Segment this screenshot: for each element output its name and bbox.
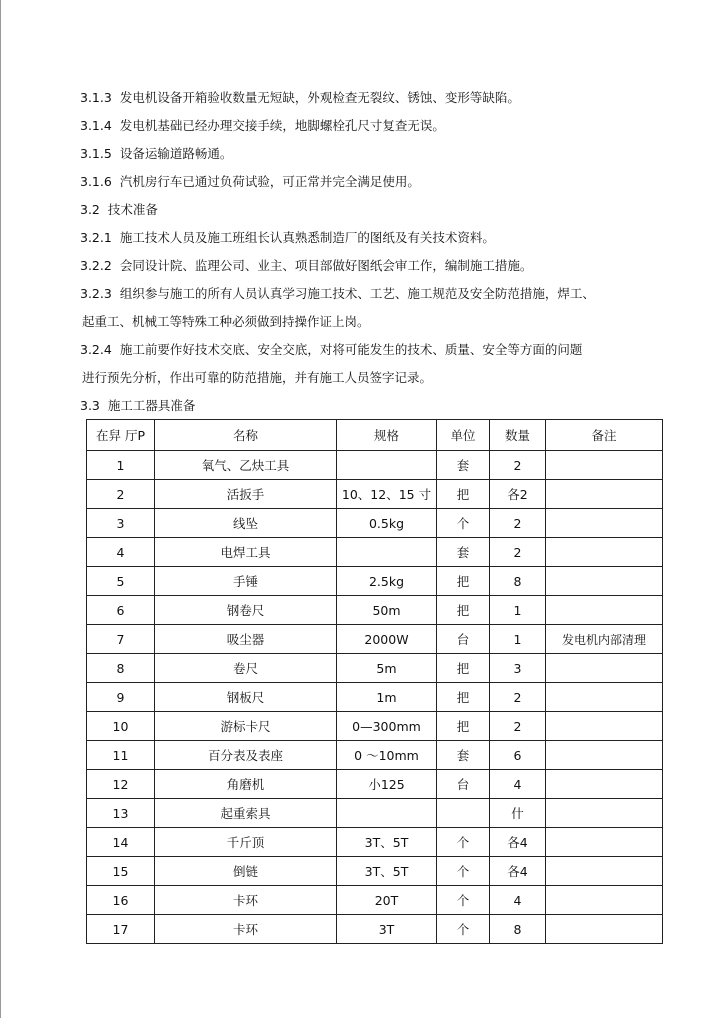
paragraph-3-2-4	[80, 342, 582, 358]
cell-name: 手锤	[155, 567, 337, 596]
cell-spec: 0.5kg	[337, 509, 437, 538]
cell-serial: 1	[87, 451, 155, 480]
cell-unit: 把	[437, 683, 490, 712]
section-number: 3.1.5	[80, 146, 112, 161]
heading-text: 施工工器具准备	[107, 398, 196, 413]
cell-unit: 套	[437, 538, 490, 567]
paragraph-3-2-3	[80, 286, 595, 302]
paragraph-3-2-4-continued	[82, 370, 432, 386]
cell-unit: 个	[437, 886, 490, 915]
paragraph-text: 进行预先分析，作出可靠的防范措施，并有施工人员签字记录。	[82, 370, 433, 385]
cell-quantity: 4	[490, 770, 546, 799]
cell-serial: 4	[87, 538, 155, 567]
table-row	[87, 654, 663, 683]
section-number: 3.1.3	[80, 90, 112, 105]
cell-spec: 2.5kg	[337, 567, 437, 596]
cell-unit: 把	[437, 654, 490, 683]
cell-name: 卷尺	[155, 654, 337, 683]
cell-quantity: 2	[490, 509, 546, 538]
cell-quantity: 什	[490, 799, 546, 828]
cell-unit: 个	[437, 915, 490, 944]
cell-remarks	[546, 915, 663, 944]
cell-name: 氧气、乙炔工具	[155, 451, 337, 480]
table-header-row	[87, 420, 663, 451]
cell-serial: 2	[87, 480, 155, 509]
table-row	[87, 886, 663, 915]
tools-table	[86, 419, 663, 944]
cell-spec: 2000W	[337, 625, 437, 654]
header-quantity: 数量	[490, 420, 546, 451]
cell-name: 游标卡尺	[155, 712, 337, 741]
cell-remarks	[546, 538, 663, 567]
cell-remarks	[546, 596, 663, 625]
cell-spec	[337, 538, 437, 567]
cell-unit: 把	[437, 712, 490, 741]
cell-remarks: 发电机内部清理	[546, 625, 663, 654]
table-row	[87, 567, 663, 596]
paragraph-3-2-1	[80, 230, 495, 246]
cell-quantity: 2	[490, 683, 546, 712]
cell-name: 卡环	[155, 915, 337, 944]
header-unit: 单位	[437, 420, 490, 451]
cell-spec	[337, 799, 437, 828]
paragraph-text: 施工技术人员及施工班组长认真熟悉制造厂的图纸及有关技术资料。	[119, 230, 495, 245]
table-row	[87, 770, 663, 799]
cell-remarks	[546, 509, 663, 538]
paragraph-text: 汽机房行车已通过负荷试验，可正常并完全满足使用。	[119, 174, 420, 189]
table-row	[87, 799, 663, 828]
cell-remarks	[546, 770, 663, 799]
heading-3-2	[80, 202, 158, 218]
section-number: 3.1.6	[80, 174, 112, 189]
paragraph-3-1-4	[80, 118, 445, 134]
cell-remarks	[546, 886, 663, 915]
paragraph-text: 设备运输道路畅通。	[119, 146, 233, 161]
table-row	[87, 857, 663, 886]
cell-name: 吸尘器	[155, 625, 337, 654]
cell-name: 活扳手	[155, 480, 337, 509]
cell-quantity: 8	[490, 915, 546, 944]
cell-serial: 15	[87, 857, 155, 886]
cell-name: 线坠	[155, 509, 337, 538]
cell-name: 角磨机	[155, 770, 337, 799]
cell-quantity: 2	[490, 538, 546, 567]
cell-quantity: 2	[490, 451, 546, 480]
cell-spec	[337, 451, 437, 480]
cell-serial: 13	[87, 799, 155, 828]
table-row	[87, 741, 663, 770]
cell-remarks	[546, 712, 663, 741]
cell-remarks	[546, 741, 663, 770]
cell-unit: 把	[437, 480, 490, 509]
cell-serial: 11	[87, 741, 155, 770]
paragraph-text: 发电机基础已经办理交接手续，地脚螺栓孔尺寸复查无误。	[119, 118, 445, 133]
cell-unit: 个	[437, 509, 490, 538]
cell-serial: 10	[87, 712, 155, 741]
paragraph-3-1-3	[80, 90, 520, 106]
paragraph-3-1-5	[80, 146, 232, 162]
cell-quantity: 各4	[490, 828, 546, 857]
cell-unit: 台	[437, 770, 490, 799]
section-number: 3.2.1	[80, 230, 112, 245]
cell-serial: 8	[87, 654, 155, 683]
table-row	[87, 683, 663, 712]
cell-spec: 0—300mm	[337, 712, 437, 741]
cell-quantity: 3	[490, 654, 546, 683]
header-spec: 规格	[337, 420, 437, 451]
section-number: 3.2.4	[80, 342, 112, 357]
paragraph-text: 组织参与施工的所有人员认真学习施工技术、工艺、施工规范及安全防范措施，焊工、	[119, 286, 595, 301]
header-remarks: 备注	[546, 420, 663, 451]
cell-spec: 小125	[337, 770, 437, 799]
cell-name: 起重索具	[155, 799, 337, 828]
header-serial: 在舁 厅P	[87, 420, 155, 451]
cell-name: 电焊工具	[155, 538, 337, 567]
cell-spec: 3T	[337, 915, 437, 944]
section-number: 3.2	[80, 202, 100, 217]
section-number: 3.3	[80, 398, 100, 413]
cell-unit: 台	[437, 625, 490, 654]
section-number: 3.2.2	[80, 258, 112, 273]
paragraph-3-2-2	[80, 258, 532, 274]
cell-spec: 20T	[337, 886, 437, 915]
cell-remarks	[546, 828, 663, 857]
cell-quantity: 2	[490, 712, 546, 741]
cell-unit: 个	[437, 828, 490, 857]
table-row	[87, 712, 663, 741]
cell-remarks	[546, 799, 663, 828]
cell-unit: 把	[437, 596, 490, 625]
cell-serial: 17	[87, 915, 155, 944]
cell-name: 百分表及表座	[155, 741, 337, 770]
heading-text: 技术准备	[107, 202, 158, 217]
header-name: 名称	[155, 420, 337, 451]
cell-spec: 50m	[337, 596, 437, 625]
cell-spec: 10、12、15 寸	[337, 480, 437, 509]
cell-quantity: 6	[490, 741, 546, 770]
cell-quantity: 4	[490, 886, 546, 915]
cell-remarks	[546, 683, 663, 712]
paragraph-text: 会同设计院、监理公司、业主、项目部做好图纸会审工作，编制施工措施。	[119, 258, 533, 273]
page-left-border	[0, 0, 1, 1018]
cell-quantity: 各2	[490, 480, 546, 509]
cell-remarks	[546, 857, 663, 886]
cell-quantity: 1	[490, 596, 546, 625]
section-number: 3.1.4	[80, 118, 112, 133]
cell-remarks	[546, 567, 663, 596]
paragraph-text: 起重工、机械工等特殊工种必须做到持操作证上岗。	[82, 314, 370, 329]
cell-remarks	[546, 654, 663, 683]
cell-unit: 个	[437, 857, 490, 886]
cell-remarks	[546, 451, 663, 480]
cell-spec: 3T、5T	[337, 828, 437, 857]
table-row	[87, 509, 663, 538]
cell-name: 卡环	[155, 886, 337, 915]
cell-name: 钢板尺	[155, 683, 337, 712]
cell-spec: 0 ～10mm	[337, 741, 437, 770]
cell-serial: 14	[87, 828, 155, 857]
paragraph-3-1-6	[80, 174, 420, 190]
cell-unit: 套	[437, 741, 490, 770]
cell-serial: 6	[87, 596, 155, 625]
cell-serial: 12	[87, 770, 155, 799]
table-row	[87, 915, 663, 944]
cell-spec: 1m	[337, 683, 437, 712]
cell-spec: 3T、5T	[337, 857, 437, 886]
cell-unit: 套	[437, 451, 490, 480]
table-row	[87, 480, 663, 509]
cell-name: 钢卷尺	[155, 596, 337, 625]
table-row	[87, 596, 663, 625]
cell-serial: 16	[87, 886, 155, 915]
cell-unit	[437, 799, 490, 828]
cell-quantity: 各4	[490, 857, 546, 886]
table-row	[87, 451, 663, 480]
cell-name: 倒链	[155, 857, 337, 886]
section-number: 3.2.3	[80, 286, 112, 301]
cell-quantity: 8	[490, 567, 546, 596]
table-row	[87, 828, 663, 857]
paragraph-3-2-3-continued	[82, 314, 370, 330]
cell-serial: 3	[87, 509, 155, 538]
cell-name: 千斤顶	[155, 828, 337, 857]
table-row	[87, 625, 663, 654]
cell-serial: 9	[87, 683, 155, 712]
cell-quantity: 1	[490, 625, 546, 654]
table-body	[87, 451, 663, 944]
cell-spec: 5m	[337, 654, 437, 683]
cell-remarks	[546, 480, 663, 509]
paragraph-text: 施工前要作好技术交底、安全交底，对将可能发生的技术、质量、安全等方面的问题	[119, 342, 583, 357]
cell-unit: 把	[437, 567, 490, 596]
cell-serial: 5	[87, 567, 155, 596]
paragraph-text: 发电机设备开箱验收数量无短缺，外观检查无裂纹、锈蚀、变形等缺陷。	[119, 90, 520, 105]
cell-serial: 7	[87, 625, 155, 654]
table-row	[87, 538, 663, 567]
heading-3-3	[80, 398, 195, 414]
